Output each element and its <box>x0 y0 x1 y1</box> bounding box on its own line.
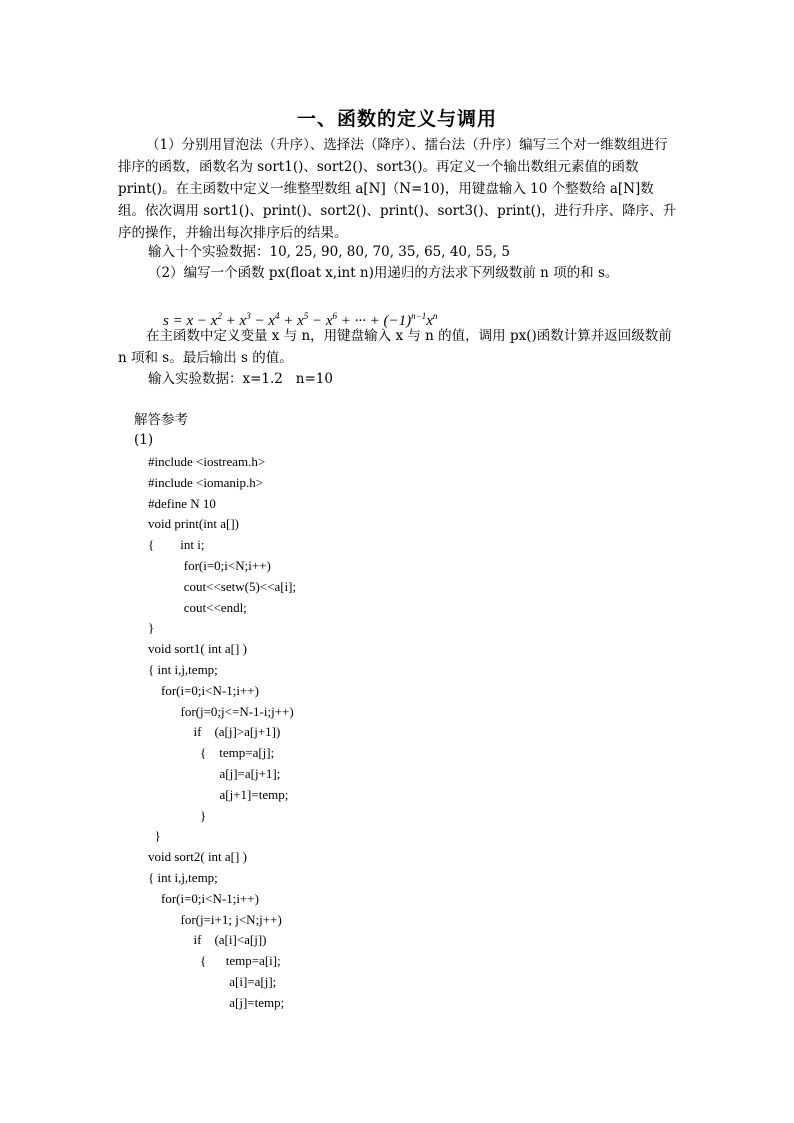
code-line: { temp=a[i]; <box>148 953 281 969</box>
code-line: a[j+1]=temp; <box>148 786 289 802</box>
answer-heading: 解答参考 <box>134 412 188 428</box>
code-line: } <box>148 828 161 844</box>
code-line: a[j]=a[j+1]; <box>148 765 281 781</box>
code-line: a[j]=temp; <box>148 994 285 1010</box>
problem1-data-line: 输入十个实验数据：10, 25, 90, 80, 70, 35, 65, 40, 55, 5 <box>148 244 510 260</box>
code-line: void sort1( int a[] ) <box>148 641 247 657</box>
answer-part-label: (1) <box>134 432 154 448</box>
code-line: cout<<endl; <box>148 599 247 615</box>
code-line: void sort2( int a[] ) <box>148 849 247 865</box>
code-line: } <box>148 807 207 823</box>
code-line: for(i=0;i<N-1;i++) <box>148 682 259 698</box>
section-title: 一、函数的定义与调用 <box>296 108 497 130</box>
code-line: cout<<setw(5)<<a[i]; <box>148 578 297 594</box>
code-line: #define N 10 <box>148 495 216 511</box>
problem2-text: 在主函数中定义变量 x 与 n，用键盘输入 x 与 n 的值，调用 px()函数计算并返回级数前 n 项和 s。最后输出 s 的值。 <box>118 328 672 366</box>
code-line: void print(int a[]) <box>148 516 239 532</box>
code-line: a[i]=a[j]; <box>148 973 277 989</box>
problem2-intro: （2）编写一个函数 px(float x,int n)用递归的方法求下列级数前 n 项的和 s。 <box>148 265 619 281</box>
code-line: { int i; <box>148 537 205 553</box>
code-block <box>148 452 296 1014</box>
code-line: for(j=i+1; j<N;j++) <box>148 911 282 927</box>
code-line: if (a[i]<a[j]) <box>148 932 267 948</box>
code-line: #include <iostream.h> <box>148 454 266 469</box>
code-line: if (a[j]>a[j+1]) <box>148 724 281 740</box>
problem1-paragraph <box>118 134 678 244</box>
code-line: for(i=0;i<N-1;i++) <box>148 890 259 906</box>
code-line: #include <iomanip.h> <box>148 474 264 490</box>
code-line: { temp=a[j]; <box>148 745 275 761</box>
formula-lhs: s = <box>163 313 187 329</box>
problem1-text: （1）分别用冒泡法（升序）、选择法（降序）、擂台法（升序）编写三个对一维数组进行排序的函数，函数名为 sort1()、sort2()、sort3()。再定义一个输出数组元素值的函数print()。在主函数中定义一维整型数组 a[N]（N=10)，用键盘输入 10 个整数给 a[N]数组。依次调用 sort1()、print()、sort2()、print()、sort3()、print()，进行升序、降序、升序的操作，并输出每次排序后的结果。 <box>118 137 677 241</box>
code-line: } <box>148 620 155 636</box>
code-line: { int i,j,temp; <box>148 661 218 677</box>
code-line: for(j=0;j<=N-1-i;j++) <box>148 703 294 719</box>
code-line: { int i,j,temp; <box>148 869 218 885</box>
series-formula: $s = x - x^2 + x^3 - x^4 + x^5 - x^6$ + ··· + $(-1)^{n-1}x^n$ <box>163 311 438 329</box>
code-line: for(i=0;i<N;i++) <box>148 557 271 573</box>
problem2-data-line: 输入实验数据：x=1.2 n=10 <box>148 371 333 387</box>
problem2-paragraph <box>118 325 678 369</box>
